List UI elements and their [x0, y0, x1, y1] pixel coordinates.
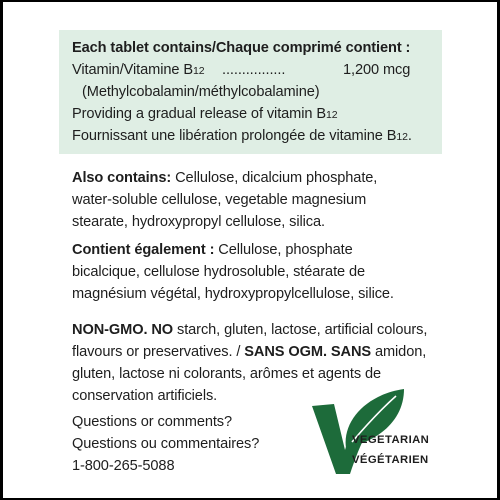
- also-text-1: Cellulose, dicalcium phosphate,: [171, 170, 378, 186]
- questions-fr: Questions ou commentaires?: [72, 436, 260, 452]
- questions-en: Questions or comments?: [72, 414, 233, 430]
- leader-dots: ................: [222, 62, 286, 78]
- vitamin-label: Vitamin/Vitamine B: [72, 62, 193, 78]
- contient-line-2: bicalcique, cellulose hydrosoluble, stéarate de: [72, 264, 366, 280]
- release-fr-period: .: [407, 128, 412, 144]
- nongmo-text-1: starch, gluten, lactose, artificial colours,: [173, 322, 428, 338]
- release-fr-subscript: 12: [396, 131, 408, 143]
- vitamin-amount: 1,200 mcg: [343, 62, 411, 78]
- nongmo-text-2a: flavours or preservatives. /: [72, 344, 245, 360]
- also-line-3: stearate, hydroxypropyl cellulose, silica.: [72, 214, 325, 230]
- nongmo-line-3: gluten, lactose ni colorants, arômes et agents de: [72, 366, 382, 382]
- also-line-1: [72, 168, 377, 188]
- phone-number: 1-800-265-5088: [72, 458, 175, 474]
- nongmo-line-1: [72, 320, 427, 340]
- nongmo-label: NON-GMO. NO: [72, 322, 174, 338]
- release-en-text: Providing a gradual release of vitamin B: [72, 106, 326, 122]
- release-en-subscript: 12: [325, 109, 338, 121]
- release-fr: [72, 126, 412, 147]
- vegetarian-label-fr: VÉGÉTARIEN: [352, 454, 429, 466]
- vegetarian-label-en: VEGETARIAN: [352, 434, 430, 446]
- nongmo-line-4: conservation artificiels.: [72, 388, 218, 404]
- contient-text-1: Cellulose, phosphate: [214, 242, 353, 258]
- frame-top: [0, 0, 500, 2]
- nongmo-line-2: [72, 342, 426, 362]
- vitamin-line: [72, 60, 204, 81]
- contents-heading: Each tablet contains/Chaque comprimé contient :: [72, 40, 411, 56]
- contient-line-1: [72, 240, 353, 260]
- release-fr-text: Fournissant une libération prolongée de vitamine B: [72, 128, 397, 144]
- also-label: Also contains:: [72, 170, 172, 186]
- contient-label: Contient également :: [72, 242, 215, 258]
- sans-ogm-label: SANS OGM. SANS: [244, 344, 372, 360]
- vegetarian-logo: [312, 388, 442, 478]
- release-en: [72, 104, 337, 125]
- vitamin-form: (Methylcobalamin/méthylcobalamine): [82, 84, 320, 100]
- frame-left: [0, 0, 3, 500]
- vitamin-subscript: 12: [192, 65, 205, 77]
- also-line-2: water-soluble cellulose, vegetable magnesium: [72, 192, 367, 208]
- contient-line-3: magnésium végétal, hydroxypropylcellulose, silice.: [72, 286, 394, 302]
- nongmo-text-2b: amidon,: [371, 344, 427, 360]
